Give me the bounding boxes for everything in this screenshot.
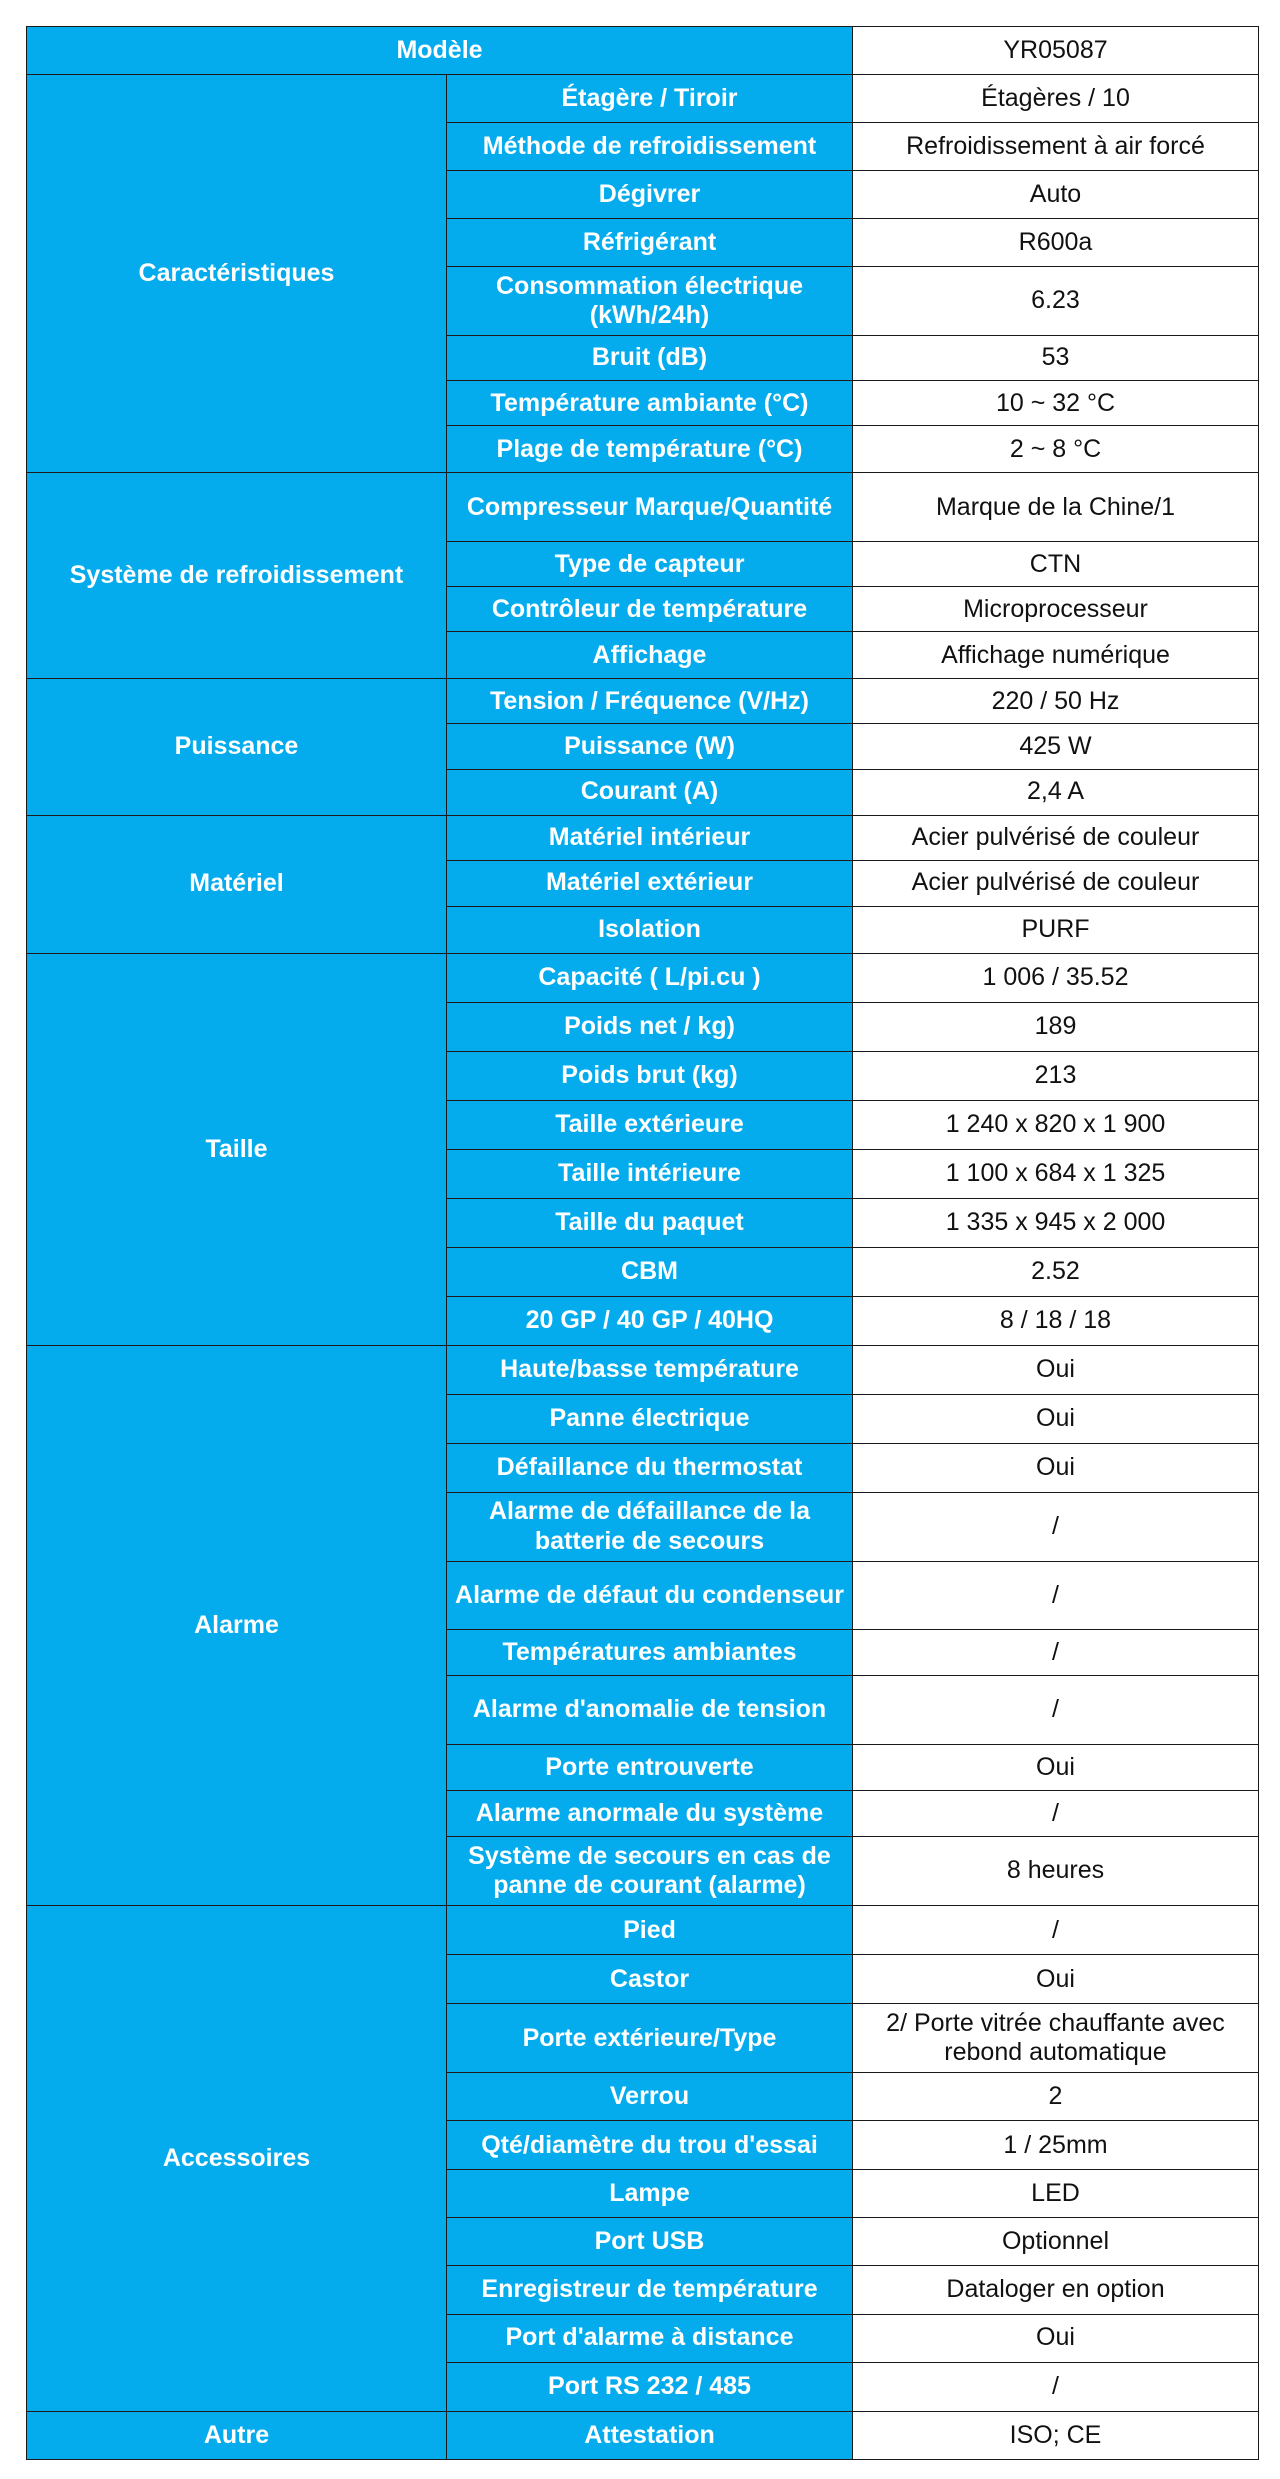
spec-value: ISO; CE [853, 2411, 1259, 2459]
spec-value: LED [853, 2170, 1259, 2218]
spec-value: 8 / 18 / 18 [853, 1296, 1259, 1345]
spec-row [27, 953, 1259, 1002]
spec-label: Alarme de défaillance de la batterie de secours [447, 1492, 853, 1561]
spec-value: Dataloger en option [853, 2266, 1259, 2314]
spec-label: Système de secours en cas de panne de courant (alarme) [447, 1837, 853, 1906]
spec-value: / [853, 1492, 1259, 1561]
spec-label: Poids brut (kg) [447, 1051, 853, 1100]
spec-label: Alarme de défaut du condenseur [447, 1562, 853, 1630]
spec-label: Contrôleur de température [447, 587, 853, 632]
spec-label: Enregistreur de température [447, 2266, 853, 2314]
spec-row [27, 473, 1259, 542]
spec-label: Affichage [447, 632, 853, 679]
spec-value: 10 ~ 32 °C [853, 381, 1259, 426]
spec-value: Étagères / 10 [853, 75, 1259, 123]
spec-value: Oui [853, 1745, 1259, 1791]
spec-label: Qté/diamètre du trou d'essai [447, 2121, 853, 2170]
spec-label: Pied [447, 1906, 853, 1955]
spec-value: 1 100 x 684 x 1 325 [853, 1149, 1259, 1198]
category-cell: Caractéristiques [27, 75, 447, 473]
category-cell: Puissance [27, 679, 447, 815]
spec-value: Affichage numérique [853, 632, 1259, 679]
spec-value: Oui [853, 1345, 1259, 1394]
spec-value: Oui [853, 1443, 1259, 1492]
spec-label: Port RS 232 / 485 [447, 2362, 853, 2411]
category-cell: Autre [27, 2411, 447, 2459]
spec-value: / [853, 1791, 1259, 1837]
spec-row [27, 2411, 1259, 2459]
spec-value: / [853, 1906, 1259, 1955]
spec-value: / [853, 2362, 1259, 2411]
model-label: Modèle [27, 27, 853, 75]
spec-value: Oui [853, 1955, 1259, 2004]
spec-label: Alarme anormale du système [447, 1791, 853, 1837]
spec-value: / [853, 1676, 1259, 1745]
spec-value: 53 [853, 336, 1259, 381]
spec-value: / [853, 1630, 1259, 1676]
spec-value: 425 W [853, 724, 1259, 769]
spec-value: 6.23 [853, 267, 1259, 336]
category-cell: Accessoires [27, 1906, 447, 2411]
spec-label: Compresseur Marque/Quantité [447, 473, 853, 542]
spec-label: Porte entrouverte [447, 1745, 853, 1791]
spec-label: Étagère / Tiroir [447, 75, 853, 123]
spec-label: Défaillance du thermostat [447, 1443, 853, 1492]
spec-label: Dégivrer [447, 171, 853, 219]
spec-value: 1 / 25mm [853, 2121, 1259, 2170]
spec-value: 2,4 A [853, 769, 1259, 815]
spec-label: Taille du paquet [447, 1198, 853, 1247]
spec-label: Réfrigérant [447, 219, 853, 267]
spec-label: Type de capteur [447, 542, 853, 587]
spec-value: Refroidissement à air forcé [853, 123, 1259, 171]
spec-label: Tension / Fréquence (V/Hz) [447, 679, 853, 724]
spec-value: Acier pulvérisé de couleur [853, 860, 1259, 906]
spec-value: 1 006 / 35.52 [853, 953, 1259, 1002]
spec-label: Taille intérieure [447, 1149, 853, 1198]
spec-label: Port USB [447, 2218, 853, 2266]
spec-label: Méthode de refroidissement [447, 123, 853, 171]
spec-value: Optionnel [853, 2218, 1259, 2266]
category-cell: Taille [27, 953, 447, 1345]
spec-label: Températures ambiantes [447, 1630, 853, 1676]
spec-value: R600a [853, 219, 1259, 267]
spec-value: Oui [853, 1394, 1259, 1443]
spec-label: Poids net / kg) [447, 1002, 853, 1051]
spec-row [27, 815, 1259, 860]
spec-label: Lampe [447, 2170, 853, 2218]
spec-value: 213 [853, 1051, 1259, 1100]
header-row [27, 27, 1259, 75]
spec-label: Puissance (W) [447, 724, 853, 769]
category-cell: Système de refroidissement [27, 473, 447, 679]
spec-value: CTN [853, 542, 1259, 587]
spec-value: 189 [853, 1002, 1259, 1051]
spec-value: Marque de la Chine/1 [853, 473, 1259, 542]
spec-value: 2/ Porte vitrée chauffante avec rebond automatique [853, 2004, 1259, 2073]
spec-label: Température ambiante (°C) [447, 381, 853, 426]
spec-label: Bruit (dB) [447, 336, 853, 381]
spec-label: Attestation [447, 2411, 853, 2459]
spec-label: Castor [447, 1955, 853, 2004]
model-value: YR05087 [853, 27, 1259, 75]
spec-value: Auto [853, 171, 1259, 219]
spec-row [27, 1906, 1259, 1955]
spec-row [27, 75, 1259, 123]
spec-label: Matériel extérieur [447, 860, 853, 906]
spec-value: Acier pulvérisé de couleur [853, 815, 1259, 860]
spec-table [26, 26, 1259, 2460]
spec-label: Consommation électrique (kWh/24h) [447, 267, 853, 336]
spec-label: Matériel intérieur [447, 815, 853, 860]
spec-label: Port d'alarme à distance [447, 2314, 853, 2362]
spec-row [27, 1345, 1259, 1394]
category-cell: Matériel [27, 815, 447, 953]
category-cell: Alarme [27, 1345, 447, 1905]
spec-label: Plage de température (°C) [447, 426, 853, 473]
spec-value: 8 heures [853, 1837, 1259, 1906]
spec-label: CBM [447, 1247, 853, 1296]
spec-value: Microprocesseur [853, 587, 1259, 632]
spec-label: Haute/basse température [447, 1345, 853, 1394]
spec-value: 1 240 x 820 x 1 900 [853, 1100, 1259, 1149]
spec-value: Oui [853, 2314, 1259, 2362]
spec-value: PURF [853, 906, 1259, 953]
spec-label: Verrou [447, 2073, 853, 2121]
spec-value: 1 335 x 945 x 2 000 [853, 1198, 1259, 1247]
spec-value: 2.52 [853, 1247, 1259, 1296]
spec-label: Panne électrique [447, 1394, 853, 1443]
spec-label: Taille extérieure [447, 1100, 853, 1149]
spec-label: 20 GP / 40 GP / 40HQ [447, 1296, 853, 1345]
spec-label: Alarme d'anomalie de tension [447, 1676, 853, 1745]
spec-label: Porte extérieure/Type [447, 2004, 853, 2073]
spec-value: 220 / 50 Hz [853, 679, 1259, 724]
spec-label: Courant (A) [447, 769, 853, 815]
spec-label: Isolation [447, 906, 853, 953]
spec-value: 2 [853, 2073, 1259, 2121]
spec-value: / [853, 1562, 1259, 1630]
spec-value: 2 ~ 8 °C [853, 426, 1259, 473]
spec-row [27, 679, 1259, 724]
spec-label: Capacité ( L/pi.cu ) [447, 953, 853, 1002]
